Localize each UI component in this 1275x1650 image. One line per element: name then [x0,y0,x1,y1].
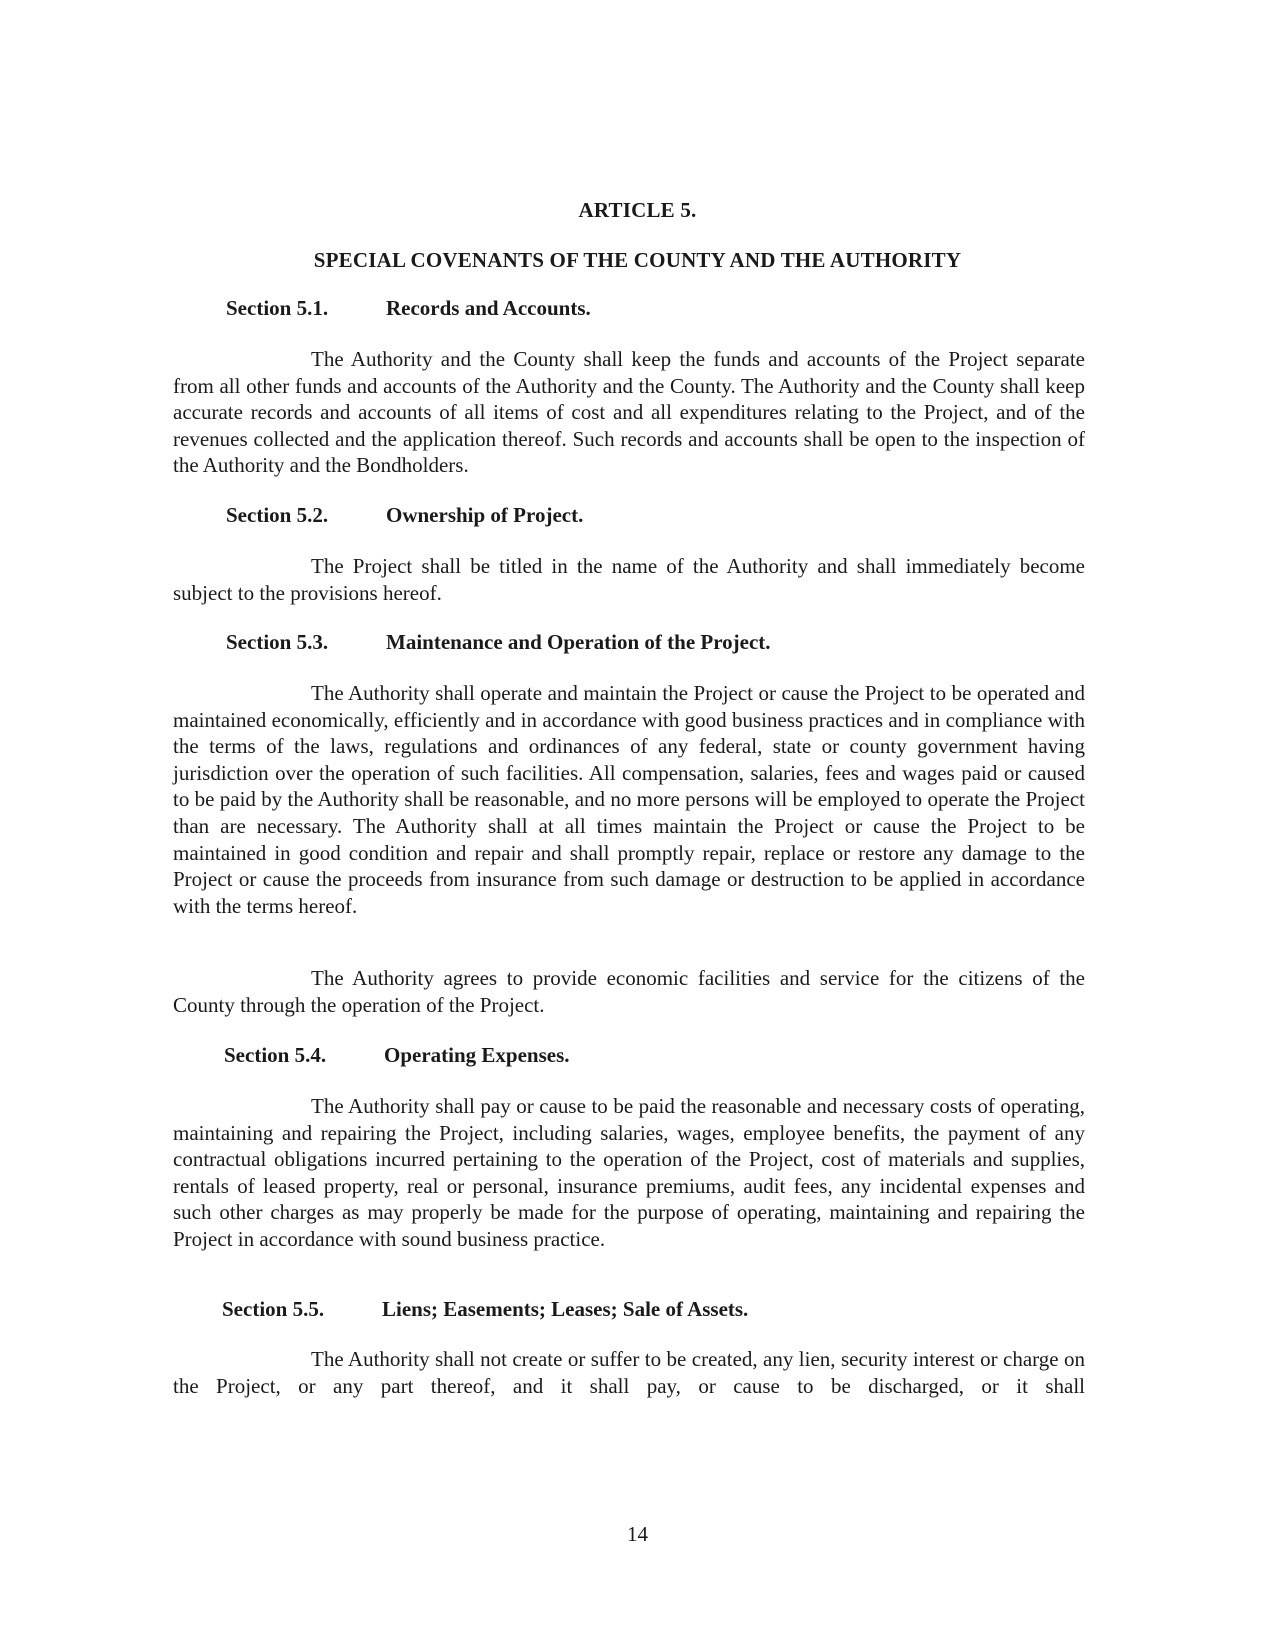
section-5-5-heading [222,1297,748,1322]
section-number: Section 5.1. [226,296,329,320]
section-5-4-paragraph: The Authority shall pay or cause to be paid the reasonable and necessary costs of operating, maintaining and repairing the Project, including salaries, wages, employee benefits, the payment of any contractual obligations incurred pertaining to the operation of the Project, cost of materials and supplies, rentals of leased property, real or personal, insurance premiums, audit fees, any incidental expenses and such other charges as may properly be made for the purpose of operating, maintaining and repairing the Project in accordance with sound business practice. [173,1094,1085,1251]
section-5-3-paragraph-2: The Authority agrees to provide economic facilities and service for the citizens of the County through the operation of the Project. [173,966,1085,1017]
section-number: Section 5.2. [226,503,329,527]
section-5-4-heading [224,1043,570,1068]
section-5-1-heading [226,296,591,321]
section-5-2-heading [226,503,583,528]
section-number: Section 5.5. [222,1297,325,1321]
section-title: Maintenance and Operation of the Project. [386,630,771,654]
section-5-5-paragraph: The Authority shall not create or suffer to be created, any lien, security interest or charge on the Project, or any part thereof, and it shall pay, or cause to be discharged, or it shall [173,1347,1085,1398]
section-number: Section 5.3. [226,630,329,654]
section-title: Liens; Easements; Leases; Sale of Assets. [382,1297,749,1321]
section-5-2-paragraph: The Project shall be titled in the name of the Authority and shall immediately become subject to the provisions hereof. [173,554,1085,605]
article-title: ARTICLE 5. [578,198,697,222]
page-number: 14 [627,1522,648,1546]
section-title: Records and Accounts. [386,296,591,320]
section-title: Ownership of Project. [386,503,584,527]
article-subtitle: SPECIAL COVENANTS OF THE COUNTY AND THE AUTHORITY [313,248,962,272]
section-5-3-paragraph-1: The Authority shall operate and maintain the Project or cause the Project to be operated and maintained economically, efficiently and in accordance with good business practices and in compliance with the terms of the laws, regulations and ordinances of any federal, state or county government having jurisdiction over the operation of such facilities. All compensation, salaries, fees and wages paid or caused to be paid by the Authority shall be reasonable, and no more persons will be employed to operate the Project than are necessary. The Authority shall at all times maintain the Project or cause the Project to be maintained in good condition and repair and shall promptly repair, replace or restore any damage to the Project or cause the proceeds from insurance from such damage or destruction to be applied in accordance with the terms hereof. [173,681,1085,918]
section-5-3-heading [226,630,771,655]
section-title: Operating Expenses. [384,1043,570,1067]
section-5-1-paragraph: The Authority and the County shall keep the funds and accounts of the Project separate from all other funds and accounts of the Authority and the County. The Authority and the County shall keep accurate records and accounts of all items of cost and all expenditures relating to the Project, and of the revenues collected and the application thereof. Such records and accounts shall be open to the inspection of the Authority and the Bondholders. [173,347,1085,478]
section-number: Section 5.4. [224,1043,327,1067]
